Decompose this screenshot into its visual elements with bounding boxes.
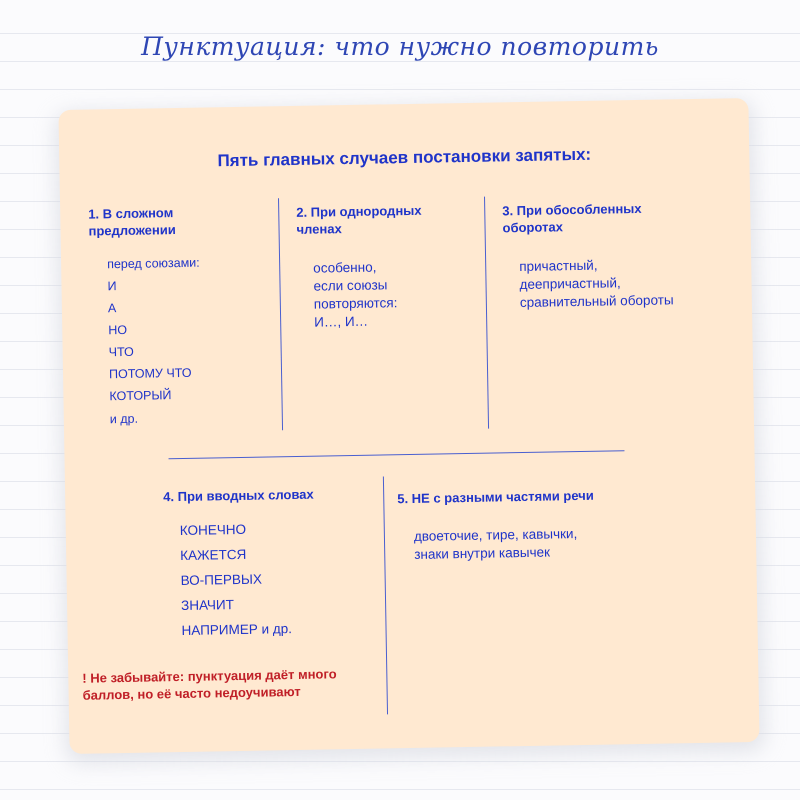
column-divider [383, 476, 388, 714]
section-2-line: повторяются: [313, 295, 398, 312]
list-item: НАПРИМЕР и др. [181, 621, 293, 638]
section-3-line: сравнительный обороты [519, 292, 674, 311]
list-item: КОНЕЧНО [179, 521, 247, 539]
section-1-intro: перед союзами: [107, 255, 200, 272]
section-1-title: 1. В сложном предложении [88, 205, 176, 239]
section-3-line: причастный, [519, 257, 598, 275]
list-item: А [107, 301, 117, 316]
list-item: ВО-ПЕРВЫХ [180, 571, 263, 589]
list-item: ЧТО [108, 344, 134, 360]
section-2-line: особенно, [313, 259, 377, 276]
section-2-line: И…, И… [314, 313, 369, 330]
info-card [58, 98, 759, 754]
list-item: КОТОРЫЙ [109, 388, 172, 404]
list-item: НО [108, 322, 128, 338]
card-heading: Пять главных случаев постановки запятых: [217, 144, 592, 171]
list-item: ПОТОМУ ЧТО [108, 365, 192, 382]
list-item: И [107, 279, 117, 294]
list-item: КАЖЕТСЯ [180, 546, 247, 564]
section-5-line: двоеточие, тире, кавычки, [413, 526, 578, 544]
section-2-line: если союзы [313, 277, 388, 294]
section-3-line: деепричастный, [519, 275, 621, 293]
row-divider [169, 450, 625, 459]
section-3-title: 3. При обособленных оборотах [502, 200, 642, 236]
section-5-line: знаки внутри кавычек [414, 544, 551, 562]
column-divider [484, 197, 489, 429]
list-item: ЗНАЧИТ [180, 597, 235, 614]
warning-note: ! Не забывайте: пунктуация даёт много баллов, но её часто недоучивают [82, 666, 337, 703]
section-2-title: 2. При однородных членах [296, 202, 422, 237]
section-4-title: 4. При вводных словах [163, 486, 314, 505]
list-item: и др. [109, 411, 139, 427]
page-title: Пунктуация: что нужно повторить [141, 32, 659, 61]
section-5-title: 5. НЕ с разными частями речи [397, 487, 594, 507]
column-divider [278, 198, 283, 430]
